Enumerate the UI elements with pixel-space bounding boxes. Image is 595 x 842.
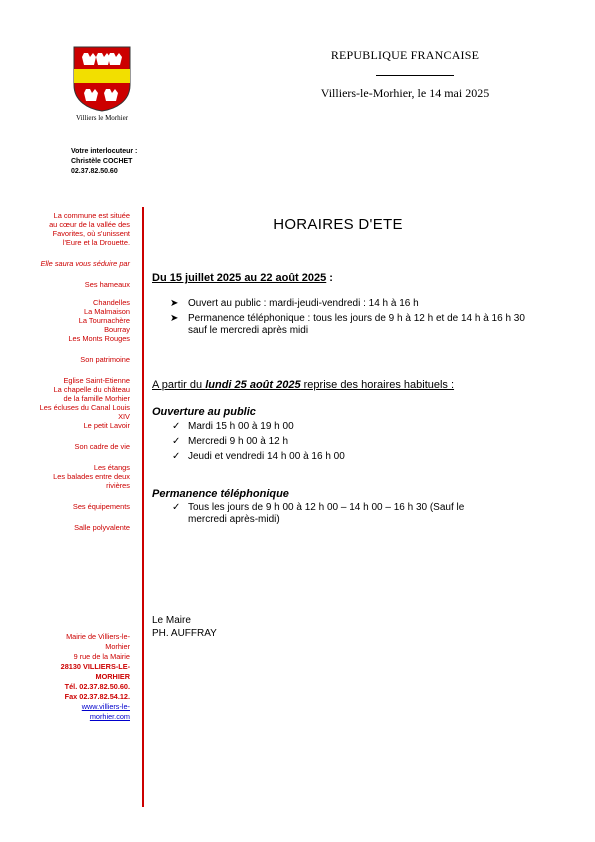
list-item — [152, 451, 532, 463]
page-title: HORAIRES D'ETE — [273, 216, 403, 233]
signature-name: PH. AUFFRAY — [152, 628, 217, 639]
mairie-address — [40, 632, 130, 722]
heritage-item: Le petit Lavoir — [83, 421, 130, 430]
hamlet-item: Chandelles — [93, 298, 130, 307]
sidebar-heritage-title: Son patrimoine — [80, 355, 130, 364]
contact-name: Christèle COCHET — [71, 158, 133, 165]
resume-date: lundi 25 août 2025 — [205, 379, 301, 391]
equipment-item: Salle polyvalente — [74, 523, 130, 532]
living-item: Les balades entre deux — [53, 472, 130, 481]
public-hours-heading: Ouverture au public — [152, 406, 256, 418]
phone-hours-heading: Permanence téléphonique — [152, 488, 289, 500]
summer-period-colon: : — [326, 272, 333, 284]
list-item-text: Tous les jours de 9 h 00 à 12 h 00 – 14 h 00 – 16 h 30 (Sauf le mercredi après-midi) — [188, 502, 465, 525]
list-item-text: Mercredi 9 h 00 à 12 h — [188, 436, 289, 447]
check-icon: ✓ — [172, 421, 181, 432]
list-item — [152, 313, 532, 337]
heritage-item: La chapelle du château — [53, 385, 130, 394]
intro-line: au cœur de la vallée des — [49, 220, 130, 229]
resume-heading — [152, 379, 532, 391]
signature-block — [152, 614, 217, 640]
hamlet-item: La Tournachère — [78, 316, 130, 325]
intro-line: Favorites, où s'unissent — [52, 229, 130, 238]
heritage-item: XIV — [118, 412, 130, 421]
coat-of-arms-icon — [72, 45, 132, 113]
website-link[interactable]: www.villiers-le- — [81, 702, 130, 711]
address-line: 9 rue de la Mairie — [73, 652, 130, 661]
resume-suffix: reprise des horaires habituels : — [300, 379, 455, 391]
sidebar-intro — [18, 211, 130, 247]
address-line: MORHIER — [95, 672, 130, 681]
list-item-text: Jeudi et vendredi 14 h 00 à 16 h 00 — [188, 451, 345, 462]
list-item — [152, 502, 488, 526]
commune-name: Villiers le Morhier — [75, 114, 129, 122]
list-item — [152, 421, 532, 433]
sidebar — [18, 211, 130, 532]
public-hours-list — [152, 421, 532, 466]
intro-line: La commune est située — [53, 211, 130, 220]
living-item: rivières — [106, 481, 130, 490]
check-icon: ✓ — [172, 436, 181, 447]
heritage-item: Eglise Saint-Etienne — [63, 376, 130, 385]
date-line: Villiers-le-Morhier, le 14 mai 2025 — [320, 86, 490, 100]
list-item-text: Mardi 15 h 00 à 19 h 00 — [188, 421, 294, 432]
tel-line: Tél. 02.37.82.50.60. — [64, 682, 130, 691]
resume-prefix: A partir du — [152, 379, 206, 391]
check-icon: ✓ — [172, 451, 181, 462]
address-line: Mairie de Villiers-le- — [66, 632, 130, 641]
sidebar-hamlets-title: Ses hameaux — [84, 280, 130, 289]
heritage-item: Les écluses du Canal Louis — [39, 403, 130, 412]
check-icon: ✓ — [172, 502, 181, 513]
arrow-bullet-icon: ➤ — [170, 298, 179, 309]
phone-hours-list — [152, 502, 532, 529]
living-item: Les étangs — [93, 463, 130, 472]
sidebar-equipment-title: Ses équipements — [72, 502, 130, 511]
arrow-bullet-icon: ➤ — [170, 313, 179, 324]
website-link[interactable]: morhier.com — [89, 712, 130, 721]
heritage-item: de la famille Morhier — [63, 394, 130, 403]
republic-heading: REPUBLIQUE FRANCAISE — [330, 48, 480, 62]
contact-phone: 02.37.82.50.60 — [71, 168, 118, 175]
sidebar-divider — [142, 207, 144, 807]
hamlet-item: Les Monts Rouges — [68, 334, 130, 343]
header-divider — [376, 75, 454, 76]
fax-line: Fax 02.37.82.54.12. — [64, 692, 130, 701]
sidebar-living-title: Son cadre de vie — [74, 442, 130, 451]
sidebar-tagline: Elle saura vous séduire par — [40, 259, 130, 268]
hamlet-item: Bourray — [104, 325, 130, 334]
summer-period-dates: Du 15 juillet 2025 au 22 août 2025 — [152, 272, 327, 284]
hamlet-item: La Malmaison — [83, 307, 130, 316]
signature-role: Le Maire — [152, 615, 191, 626]
summer-period-list — [152, 298, 532, 340]
summer-period-heading — [152, 272, 532, 284]
contact-label: Votre interlocuteur : — [71, 148, 138, 155]
list-item-text: Permanence téléphonique : tous les jours de 9 h à 12 h et de 14 h à 16 h 30 sauf le mercredi après midi — [188, 313, 525, 336]
list-item — [152, 436, 532, 448]
contact-block — [71, 147, 137, 177]
address-line: Morhier — [105, 642, 130, 651]
address-line: 28130 VILLIERS-LE- — [60, 662, 130, 671]
intro-line: l'Eure et la Drouette. — [62, 238, 130, 247]
list-item-text: Ouvert au public : mardi-jeudi-vendredi : 14 h à 16 h — [188, 298, 419, 309]
list-item — [152, 298, 532, 310]
